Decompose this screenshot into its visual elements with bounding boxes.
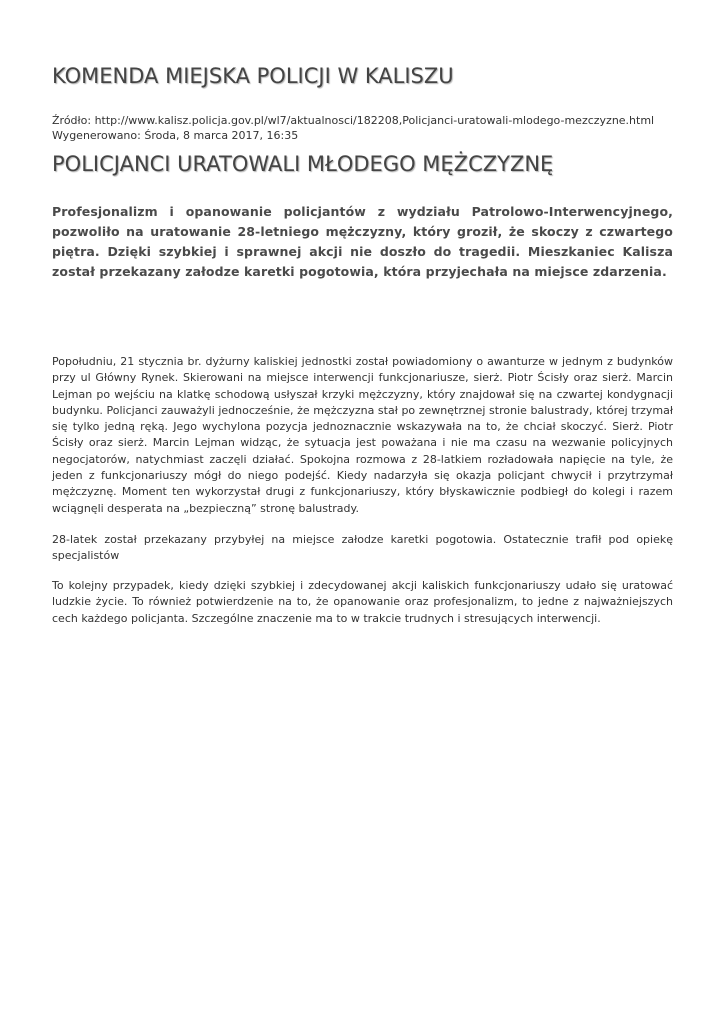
article-paragraph: Popołudniu, 21 stycznia br. dyżurny kaliskiej jednostki został powiadomiony o awanturze w jednym z budynków przy ul Główny Rynek. Skierowani na miejsce interwencji funkcjonariusze, sierż. Piotr Ścisły oraz sierż. Marcin Lejman po wejściu na klatkę schodową usłyszał krzyki mężczyzny, który znajdował się na czwartej kondygnacji budynku. Policjanci zauważyli jednocześnie, że mężczyzna stał po zewnętrznej stronie balustrady, której trzymał się tylko jedną ręką. Jego wychylona pozycja jednoznacznie wskazywała na to, że chciał skoczyć. Sierż. Piotr Ścisły oraz sierż. Marcin Lejman widząc, że sytuacja jest poważana i nie ma czasu na wezwanie policyjnych negocjatorów, natychmiast zaczęli działać. Spokojna rozmowa z 28-latkiem rozładowała napięcie na tyle, że jeden z funkcjonariuszy mógł do niego podejść. Kiedy nadarzyła się okazja policjant chwycił i przytrzymał mężczyznę. Moment ten wykorzystał drugi z funkcjonariuszy, który błyskawicznie podbiegł do kolegi i razem wciągnęli desperata na „bezpieczną” stronę balustrady.	[52, 355, 673, 515]
source-line: Źródło: http://www.kalisz.policja.gov.pl/wl7/aktualnosci/182208,Policjanci-uratowali-mlodego-mezczyzne.html	[52, 114, 655, 127]
article-paragraph: 28-latek został przekazany przybyłej na miejsce załodze karetki pogotowia. Ostatecznie trafił pod opiekę specjalistów	[52, 533, 673, 563]
article-title: POLICJANCI URATOWALI MŁODEGO MĘŻCZYZNĘ	[52, 152, 554, 176]
document-meta	[52, 113, 712, 143]
generated-line: Wygenerowano: Środa, 8 marca 2017, 16:35	[52, 129, 299, 142]
article-paragraph: To kolejny przypadek, kiedy dzięki szybkiej i zdecydowanej akcji kaliskich funkcjonariuszy udało się uratować ludzkie życie. To również potwierdzenie na to, że opanowanie oraz profesjonalizm, to jedne z najważniejszych cech każdego policjanta. Szczególne znaczenie ma to w trakcie trudnych i stresujących interwencji.	[52, 579, 673, 625]
article-lead: Profesjonalizm i opanowanie policjantów z wydziału Patrolowo-Interwencyjnego, pozwoliło na uratowanie 28-letniego mężczyzny, który groził, że skoczy z czwartego piętra. Dzięki szybkiej i sprawnej akcji nie doszło do tragedii. Mieszkaniec Kalisza został przekazany załodze karetki pogotowia, która przyjechała na miejsce zdarzenia.	[52, 204, 673, 279]
organization-title: KOMENDA MIEJSKA POLICJI W KALISZU	[52, 64, 454, 88]
